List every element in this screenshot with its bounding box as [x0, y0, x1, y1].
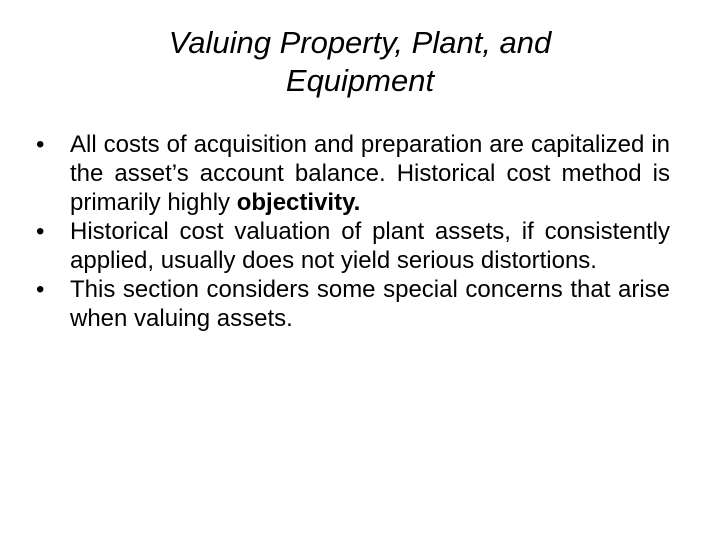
bullet-text: Historical cost valuation of plant assets, if consistently applied, usually does not yield serious distortions. — [70, 218, 670, 274]
bullet-item-special-concerns — [36, 275, 670, 333]
bullet-list — [36, 130, 670, 333]
bullet-item-historical-cost — [36, 217, 670, 275]
slide-title — [60, 24, 660, 100]
bullet-text: This section considers some special concerns that arise when valuing assets. — [70, 276, 670, 332]
bullet-marker: • — [36, 276, 45, 303]
bullet-item-acquisition-costs — [36, 130, 670, 217]
bullet-bold-text: objectivity. — [236, 189, 361, 216]
bullet-text: All costs of acquisition and preparation are capitalized in the asset’s account balance. Historical cost method is primarily highly — [70, 131, 670, 216]
bullet-marker: • — [36, 218, 45, 245]
slide-title-line-2: Equipment — [285, 63, 435, 98]
bullet-marker: • — [36, 131, 45, 158]
slide-title-line-1: Valuing Property, Plant, and — [168, 25, 552, 60]
